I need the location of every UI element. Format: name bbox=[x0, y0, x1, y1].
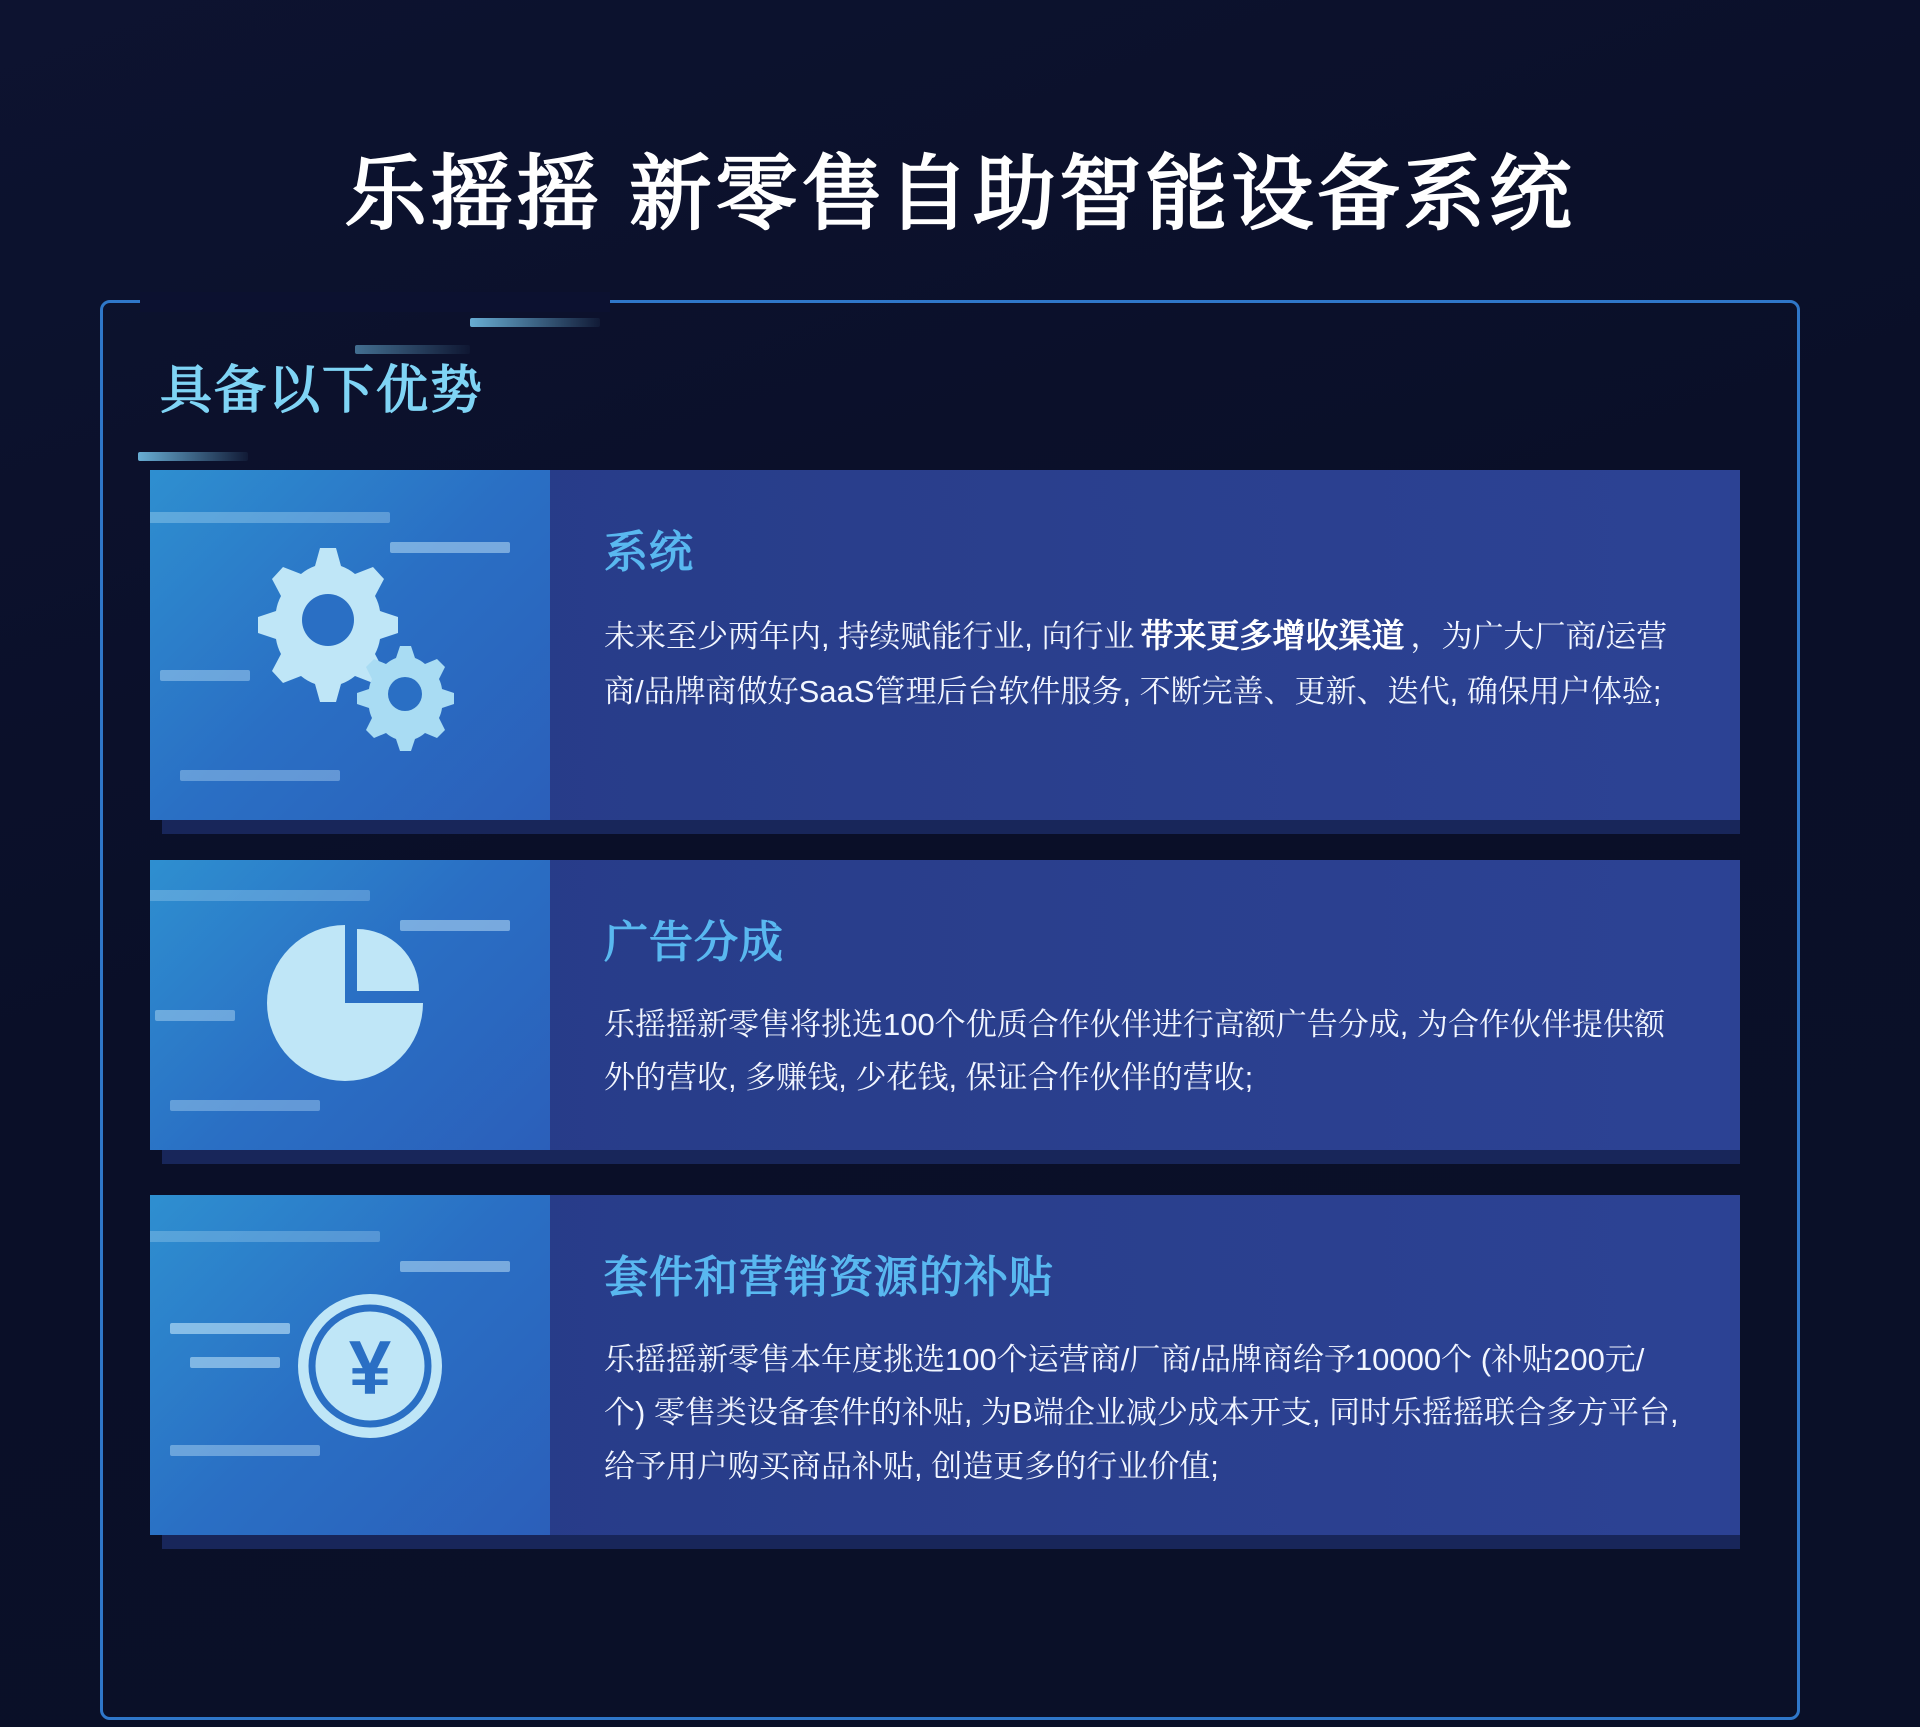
card-icon-panel bbox=[150, 1195, 550, 1535]
card-body bbox=[150, 1195, 1740, 1535]
advantage-card bbox=[150, 860, 1740, 1150]
card-text bbox=[550, 470, 1740, 820]
desc-highlight: 带来更多增收渠道 bbox=[1140, 617, 1405, 654]
card-description: 乐摇摇新零售本年度挑选100个运营商/厂商/品牌商给予10000个 (补贴200元/个) 零售类设备套件的补贴, 为B端企业减少成本开支, 同时乐摇摇联合多方平台, 给予用户购买商品补贴, 创造更多的行业价值; bbox=[604, 1342, 1679, 1484]
yuan-coin-icon bbox=[235, 1258, 465, 1473]
card-title: 系统 bbox=[604, 528, 694, 577]
card-text bbox=[550, 860, 1740, 1150]
advantage-card bbox=[150, 1195, 1740, 1535]
section-heading: 具备以下优势 bbox=[160, 362, 485, 420]
card-icon-panel bbox=[150, 860, 550, 1150]
desc-part-2: ，为广大厂商/运营商/品牌商做好SaaS管理后台软件服务, 不断完善、更新、迭代, 确保用户体验; bbox=[604, 619, 1668, 709]
card-body bbox=[150, 860, 1740, 1150]
card-description bbox=[604, 608, 1680, 718]
gears-icon bbox=[220, 528, 480, 763]
deco-dash-1 bbox=[470, 318, 600, 327]
desc-part-1: 未来至少两年内, 持续赋能行业, 向行业 bbox=[604, 619, 1135, 654]
pie-chart-icon bbox=[245, 903, 455, 1108]
card-title: 套件和营销资源的补贴 bbox=[604, 1253, 1054, 1302]
card-description: 乐摇摇新零售将挑选100个优质合作伙伴进行高额广告分成, 为合作伙伴提供额外的营收, 多赚钱, 少花钱, 保证合作伙伴的营收; bbox=[604, 1007, 1665, 1096]
panel-notch bbox=[140, 292, 610, 312]
advantage-card bbox=[150, 470, 1740, 820]
page-title: 乐摇摇 新零售自助智能设备系统 bbox=[344, 149, 1576, 240]
deco-dash-3 bbox=[138, 452, 248, 461]
svg-text:¥: ¥ bbox=[348, 1325, 392, 1411]
card-text bbox=[550, 1195, 1740, 1535]
card-title: 广告分成 bbox=[604, 918, 784, 967]
card-icon-panel bbox=[150, 470, 550, 820]
card-body bbox=[150, 470, 1740, 820]
